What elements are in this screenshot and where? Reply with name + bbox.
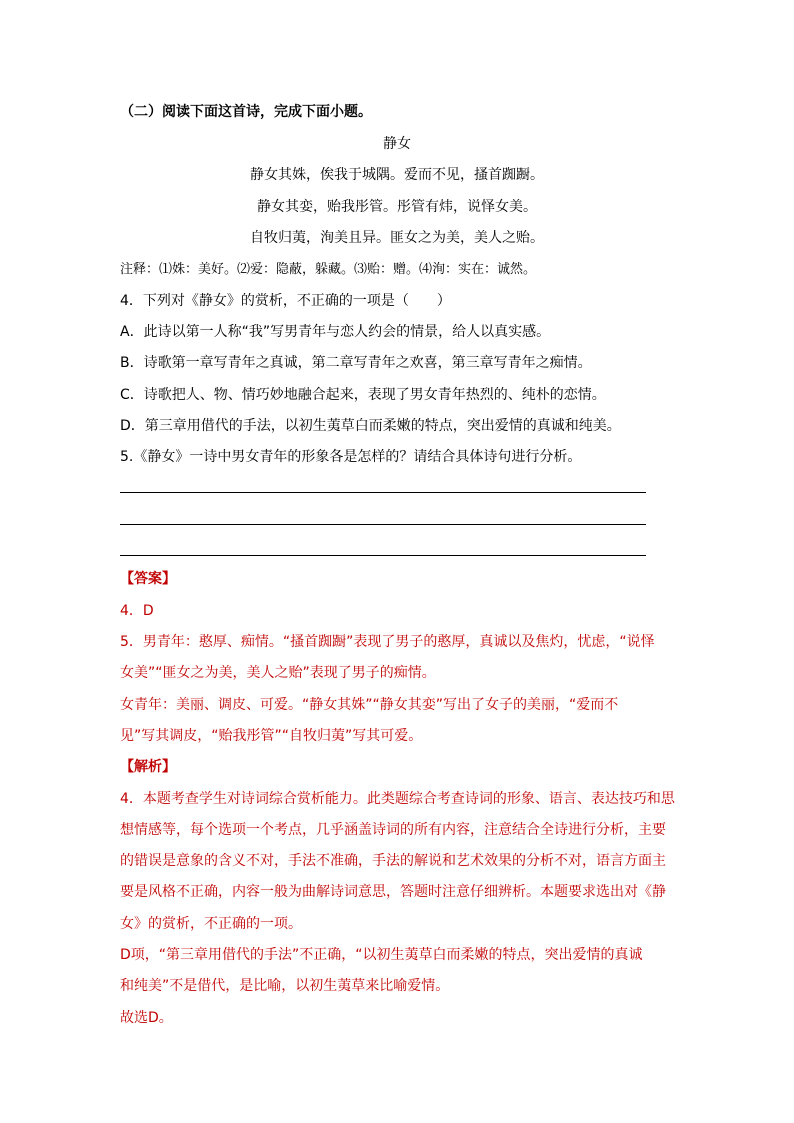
- poem-notes: 注释：⑴姝：美好。⑵爱：隐蔽，躲藏。⑶贻：赠。⑷洵：实在：诚然。: [120, 262, 537, 277]
- analysis-line: 的错误是意象的含义不对，手法不准确，手法的解说和艺术效果的分析不对，语言方面主: [120, 853, 666, 869]
- answer-line: 女青年：美丽、调皮、可爱。“静女其姝”“静女其娈”写出了女子的美丽，“爱而不: [120, 697, 619, 713]
- answer-blank-line: [120, 492, 646, 493]
- question-4-option-b: B．诗歌第一章写青年之真诚，第二章写青年之欢喜，第三章写青年之痴情。: [120, 355, 592, 371]
- question-4-option-c: C．诗歌把人、物、情巧妙地融合起来，表现了男女青年热烈的、纯朴的恋情。: [120, 387, 606, 403]
- question-4-option-d: D．第三章用借代的手法，以初生荑草白而柔嫩的特点，突出爱情的真诚和纯美。: [120, 418, 621, 434]
- poem-line: 静女其娈，贻我彤管。彤管有炜，说怿女美。: [257, 199, 537, 215]
- analysis-line: 故选D。: [120, 1010, 173, 1026]
- analysis-line: 想情感等，每个选项一个考点，几乎涵盖诗词的所有内容，注意结合全诗进行分析，主要: [120, 822, 666, 838]
- poem-line: 自牧归荑，洵美且异。匪女之为美，美人之贻。: [250, 230, 544, 246]
- answer-line: 5．男青年：憨厚、痴情。“搔首踟蹰”表现了男子的憨厚，真诚以及焦灼，忧虑，“说怿: [120, 634, 655, 650]
- question-4-option-a: A．此诗以第一人称“我”写男青年与恋人约会的情景，给人以真实感。: [120, 324, 551, 340]
- poem-line: 静女其姝，俟我于城隅。爱而不见，搔首踟蹰。: [250, 167, 544, 183]
- answer-blank-line: [120, 555, 646, 556]
- question-4-stem: 4．下列对《静女》的赏析，不正确的一项是（ ）: [120, 293, 451, 309]
- analysis-line: 和纯美”不是借代，是比喻，以初生荑草来比喻爱情。: [120, 978, 450, 994]
- poem-title: 静女: [383, 136, 411, 152]
- answer-line: 见”写其调皮，“贻我彤管”“自牧归荑”写其可爱。: [120, 728, 423, 744]
- analysis-line: D项，“第三章用借代的手法”不正确，“以初生荑草白而柔嫩的特点，突出爱情的真诚: [120, 947, 643, 963]
- analysis-heading: 【解析】: [120, 759, 176, 775]
- analysis-line: 女》的赏析，不正确的一项。: [120, 916, 302, 932]
- answer-blank-line: [120, 524, 646, 525]
- analysis-line: 要是风格不正确，内容一般为曲解诗词意思，答题时注意仔细辨析。本题要求选出对《静: [120, 884, 666, 900]
- analysis-line: 4．本题考查学生对诗词综合赏析能力。此类题综合考查诗词的形象、语言、表达技巧和思: [120, 791, 675, 807]
- answer-heading: 【答案】: [120, 571, 176, 587]
- section-heading: （二）阅读下面这首诗，完成下面小题。: [120, 104, 372, 120]
- answer-line: 女美”“匪女之为美，美人之贻”表现了男子的痴情。: [120, 665, 436, 681]
- question-5-stem: 5.《静女》一诗中男女青年的形象各是怎样的？请结合具体诗句进行分析。: [120, 449, 582, 465]
- answer-line: 4．D: [120, 603, 154, 619]
